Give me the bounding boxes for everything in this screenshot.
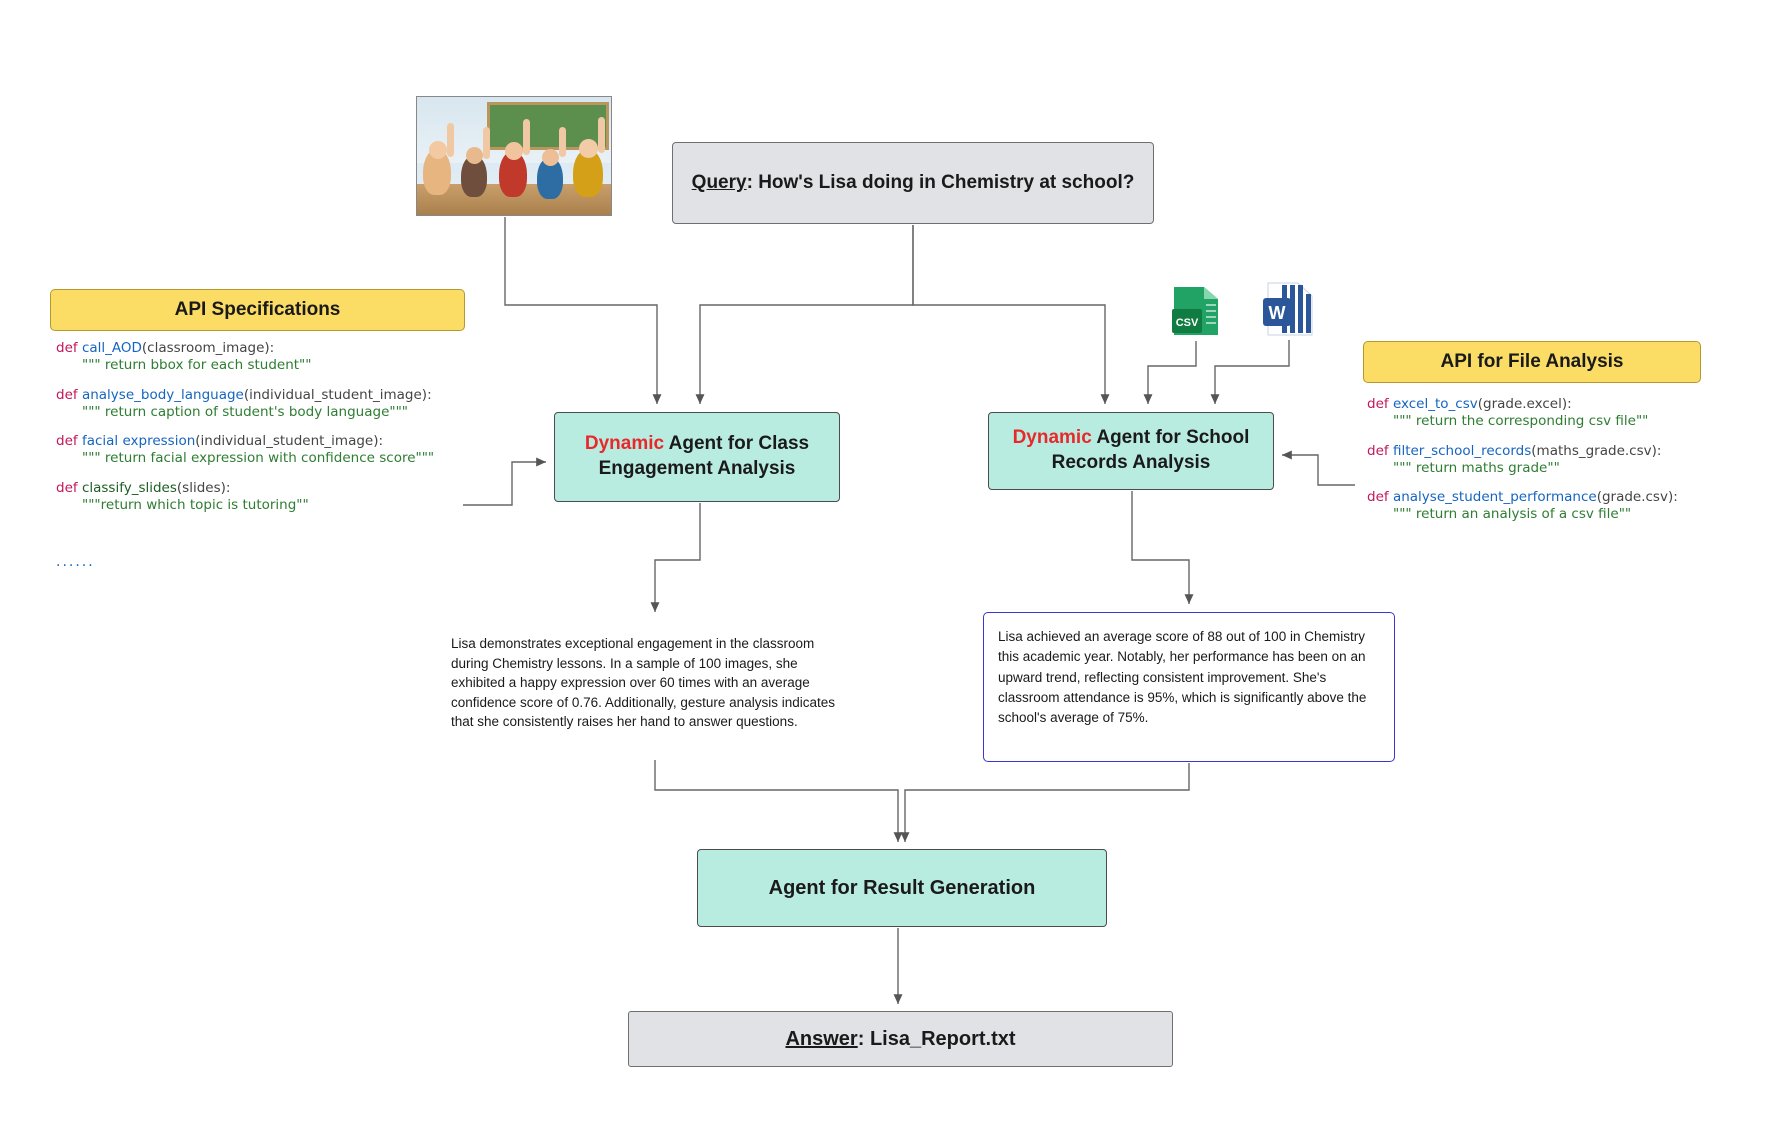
answer-box (628, 1011, 1173, 1067)
code-fn-args: (grade.excel): (1477, 396, 1572, 412)
photo-raised-arm (559, 127, 566, 157)
classroom-photo (416, 96, 612, 216)
csv-file-icon (1170, 283, 1222, 339)
code-fn-args: (classroom_image): (141, 340, 275, 356)
code-fn-args: (slides): (176, 479, 231, 496)
code-docstring: """ return caption of student's body language""" (82, 403, 409, 420)
agent-school-records[interactable] (988, 412, 1274, 490)
svg-text:W: W (1268, 303, 1286, 323)
api-specifications-header (50, 289, 465, 331)
agent-class-engagement[interactable] (554, 412, 840, 502)
api-specifications-title: API Specifications (174, 299, 341, 320)
code-fn-name: excel_to_csv (1392, 396, 1478, 412)
api-file-analysis-title: API for File Analysis (1440, 351, 1624, 372)
code-docstring: """ return maths grade"" (1393, 459, 1560, 476)
engagement-result-text: Lisa demonstrates exceptional engagement in the classroom during Chemistry lessons. In a sample of 100 images, she exhibited a happy expression over 60 times with an average confidence score of 0.76. Additionally, gesture analysis indicates that she consistently raises her hand to answer questions. (451, 636, 835, 730)
code-fn-args: (individual_student_image): (195, 433, 384, 450)
agent-dynamic-label: Dynamic (584, 433, 665, 455)
photo-student (466, 147, 483, 164)
agent-result-generation-label: Agent for Result Generation (768, 877, 1036, 899)
agent-result-generation[interactable] (697, 849, 1107, 927)
code-docstring: """ return bbox for each student"" (82, 357, 312, 374)
code-def-keyword: def (1367, 396, 1389, 412)
code-fn-args: (grade.csv): (1596, 489, 1678, 506)
agent-class-engagement-label: Agent for Class Engagement Analysis (598, 433, 810, 479)
code-docstring: """ return the corresponding csv file"" (1393, 413, 1649, 430)
code-fn-args: (maths_grade.csv): (1531, 442, 1662, 459)
code-signature (1367, 396, 1787, 413)
code-def-keyword: def (56, 479, 78, 496)
code-def-keyword: def (1367, 442, 1389, 459)
code-signature (56, 480, 486, 497)
word-file-icon (1262, 280, 1316, 338)
agent-dynamic-label: Dynamic (1012, 427, 1092, 449)
photo-student (579, 139, 598, 158)
code-signature (1367, 489, 1787, 506)
photo-raised-arm (523, 119, 530, 155)
photo-student (542, 149, 559, 166)
code-fn-name: facial expression (81, 433, 196, 450)
answer-label: Answer (785, 1027, 858, 1050)
code-fn-args: (individual_student_image): (243, 386, 432, 403)
photo-raised-arm (483, 127, 490, 159)
code-more-indicator: ...... (56, 554, 95, 571)
api-file-analysis-header (1363, 341, 1701, 383)
records-result-text: Lisa achieved an average score of 88 out of 100 in Chemistry this academic year. Notably, her performance has been on an upward trend, reflecting consistent improvement. She's classroom attendance is 95%, which is significantly above the school's average of 75%. (983, 612, 1395, 762)
code-def-keyword: def (56, 386, 78, 403)
code-docstring: """ return facial expression with confidence score""" (82, 450, 435, 467)
code-fn-name: analyse_student_performance (1392, 489, 1597, 506)
code-docstring: """ return an analysis of a csv file"" (1393, 506, 1632, 523)
query-label: Query (691, 172, 747, 194)
photo-student (429, 141, 447, 159)
photo-student (505, 142, 523, 160)
svg-text:CSV: CSV (1175, 317, 1199, 329)
code-fn-name: filter_school_records (1392, 442, 1532, 459)
code-fn-name: analyse_body_language (81, 386, 244, 403)
answer-text: Lisa_Report.txt (869, 1027, 1016, 1050)
code-signature (56, 387, 486, 404)
answer-separator: : (857, 1027, 870, 1050)
code-signature (56, 433, 486, 450)
code-signature (56, 340, 486, 357)
code-def-keyword: def (56, 433, 78, 450)
code-signature (1367, 443, 1787, 460)
code-docstring: """return which topic is tutoring"" (82, 496, 309, 513)
code-def-keyword: def (56, 340, 78, 356)
query-box (672, 142, 1154, 224)
code-def-keyword: def (1367, 489, 1389, 506)
api-file-analysis-code (1367, 396, 1787, 524)
photo-raised-arm (447, 123, 454, 157)
agent-school-records-label: Agent for School Records Analysis (1051, 427, 1250, 473)
code-fn-name: classify_slides (81, 479, 177, 496)
code-fn-name: call_AOD (81, 340, 142, 356)
query-text: How's Lisa doing in Chemistry at school? (758, 172, 1135, 194)
photo-raised-arm (598, 117, 605, 153)
query-separator: : (746, 172, 759, 194)
api-specifications-code (56, 340, 486, 572)
